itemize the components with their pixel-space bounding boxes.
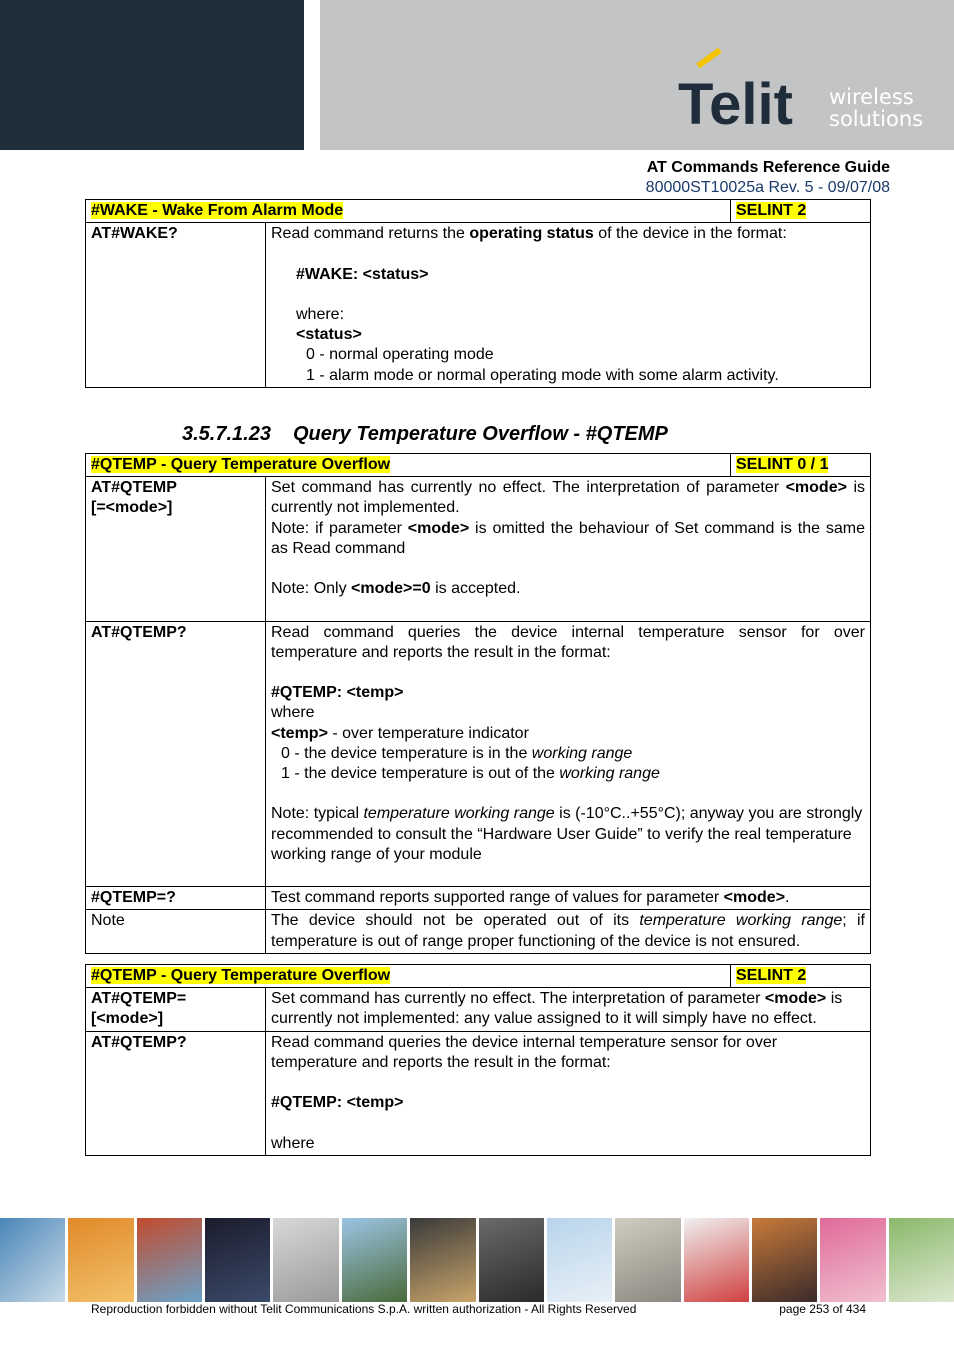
command-cell: AT#QTEMP? bbox=[86, 1031, 266, 1155]
description-cell: Set command has currently no effect. The interpretation of parameter <mode> is currently not implemented: any value assigned to it will simply have no effect. bbox=[266, 988, 871, 1031]
description-cell: Read command queries the device internal temperature sensor for over temperature and reports the result in the format: #QTEMP: <temp> where <temp> - over temperature indicator 0 - the device temperature is in the working range 1 - the device temperature is out of the working range Note: typical temperature working range is (-10°C..+55°C); anyway you are strongly recommended to consult the “Hardware User Guide” to verify the real temperature working range of your module bbox=[266, 621, 871, 887]
photo-tile bbox=[410, 1218, 475, 1302]
description-cell: Read command returns the operating status of the device in the format: #WAKE: <status> where: <status> 0 - normal operating mode 1 - alarm mode or normal operating mode with some alarm activity. bbox=[266, 223, 871, 388]
qtemp-command-table-2 bbox=[85, 964, 871, 1156]
table-row bbox=[86, 223, 871, 388]
table-title: #QTEMP - Query Temperature Overflow bbox=[91, 456, 391, 473]
photo-tile bbox=[820, 1218, 885, 1302]
selint-badge: SELINT 0 / 1 bbox=[736, 456, 829, 473]
photo-tile bbox=[752, 1218, 817, 1302]
header-dark-panel bbox=[0, 0, 304, 150]
photo-tile bbox=[889, 1218, 954, 1302]
table-header-row bbox=[86, 965, 871, 988]
photo-tile bbox=[479, 1218, 544, 1302]
table-header-row bbox=[86, 454, 871, 477]
logo-tagline-1: wireless bbox=[829, 85, 914, 109]
guide-title: AT Commands Reference Guide bbox=[646, 159, 890, 176]
section-heading bbox=[182, 423, 668, 446]
command-cell: #QTEMP=? bbox=[86, 887, 266, 910]
table-row bbox=[86, 477, 871, 621]
copyright-notice: Reproduction forbidden without Telit Communications S.p.A. written authorization - All Rights Reserved bbox=[91, 1302, 637, 1316]
note-label-cell: Note bbox=[86, 910, 266, 953]
selint-badge: SELINT 2 bbox=[736, 967, 807, 984]
photo-tile bbox=[0, 1218, 65, 1302]
section-title: Query Temperature Overflow - #QTEMP bbox=[292, 423, 668, 445]
command-cell: AT#QTEMP= [<mode>] bbox=[86, 988, 266, 1031]
section-number: 3.5.7.1.23 bbox=[182, 423, 271, 445]
command-cell: AT#QTEMP? bbox=[86, 621, 266, 887]
table-title: #QTEMP - Query Temperature Overflow bbox=[91, 967, 391, 984]
selint-badge: SELINT 2 bbox=[736, 202, 807, 219]
table-row bbox=[86, 910, 871, 953]
table-title: #WAKE - Wake From Alarm Mode bbox=[91, 202, 344, 219]
footer-photo-strip bbox=[0, 1218, 954, 1302]
photo-tile bbox=[547, 1218, 612, 1302]
photo-tile bbox=[684, 1218, 749, 1302]
photo-tile bbox=[273, 1218, 338, 1302]
description-cell: The device should not be operated out of its temperature working range; if temperature is out of range proper functioning of the device is not ensured. bbox=[266, 910, 871, 953]
document-id: 80000ST10025a Rev. 5 - 09/07/08 bbox=[645, 179, 890, 196]
photo-tile bbox=[342, 1218, 407, 1302]
qtemp-command-table-1 bbox=[85, 453, 871, 954]
photo-tile bbox=[615, 1218, 680, 1302]
table-header-row bbox=[86, 200, 871, 223]
document-title-block bbox=[646, 158, 890, 198]
photo-tile bbox=[68, 1218, 133, 1302]
photo-tile bbox=[137, 1218, 202, 1302]
description-cell: Test command reports supported range of values for parameter <mode>. bbox=[266, 887, 871, 910]
logo-wordmark: Telit bbox=[678, 72, 793, 132]
command-cell: AT#QTEMP [=<mode>] bbox=[86, 477, 266, 621]
telit-logo bbox=[676, 48, 946, 132]
table-row bbox=[86, 887, 871, 910]
logo-tagline-2: solutions bbox=[829, 107, 924, 131]
table-row bbox=[86, 988, 871, 1031]
wake-command-table bbox=[85, 199, 871, 388]
description-cell: Set command has currently no effect. The interpretation of parameter <mode> is currently not implemented. Note: if parameter <mode> is omitted the behaviour of Set command is the same as Read command Note: Only <mode>=0 is accepted. bbox=[266, 477, 871, 621]
photo-tile bbox=[205, 1218, 270, 1302]
page-number: page 253 of 434 bbox=[779, 1302, 866, 1316]
command-cell: AT#WAKE? bbox=[86, 223, 266, 388]
page-footer bbox=[91, 1302, 866, 1316]
table-row bbox=[86, 621, 871, 887]
description-cell: Read command queries the device internal temperature sensor for over temperature and reports the result in the format: #QTEMP: <temp> where bbox=[266, 1031, 871, 1155]
table-row bbox=[86, 1031, 871, 1155]
